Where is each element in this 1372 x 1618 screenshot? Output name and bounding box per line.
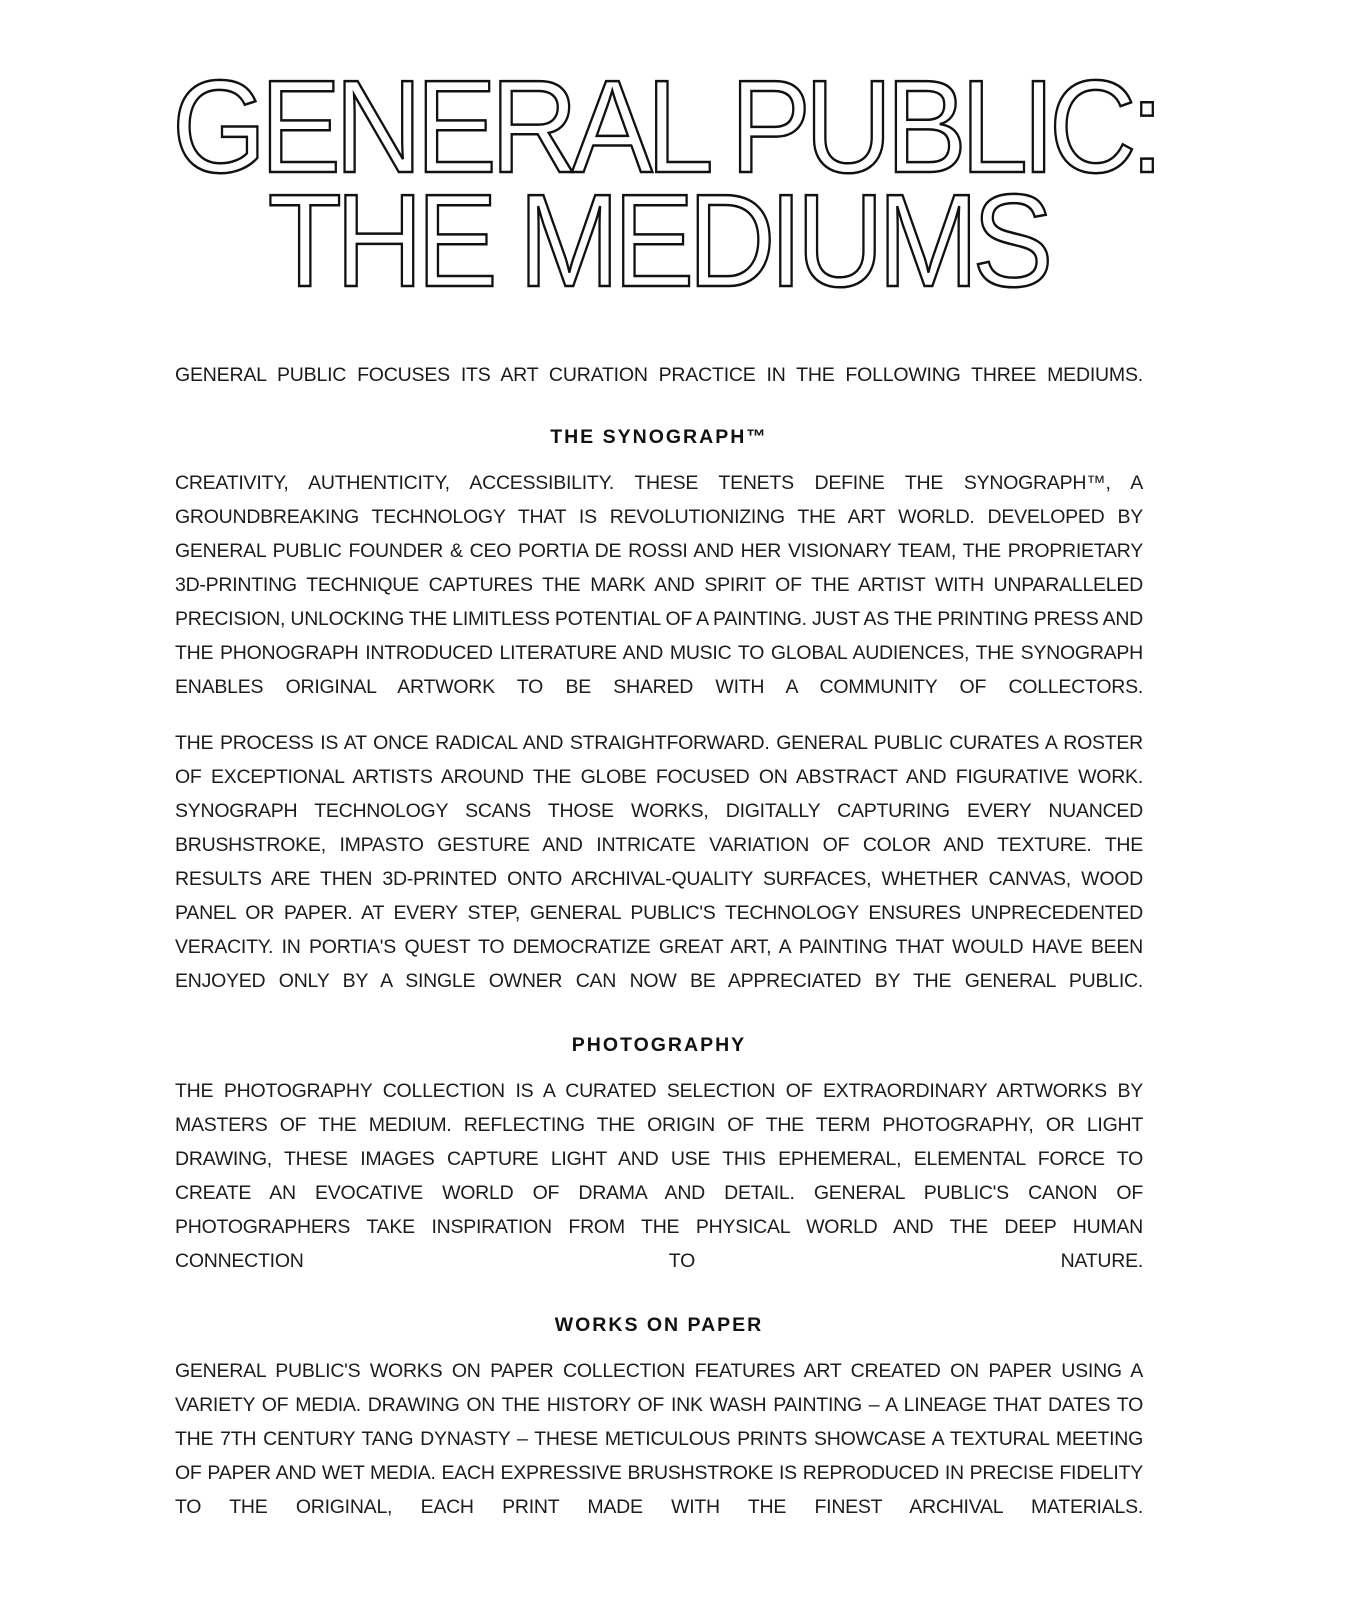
works-on-paper-paragraph: GENERAL PUBLIC'S WORKS ON PAPER COLLECTION FEATURES ART CREATED ON PAPER USING A VARIETY OF MEDIA. DRAWING ON THE HISTORY OF INK WASH PAINTING – A LINEAGE THAT DATES TO THE 7TH CENTURY TANG DYNASTY – THESE METICULOUS PRINTS SHOWCASE A TEXTURAL MEETING OF PAPER AND WET MEDIA. EACH EXPRESSIVE BRUSHSTROKE IS REPRODUCED IN PRECISE FIDELITY TO THE ORIGINAL, EACH PRINT MADE WITH THE FINEST ARCHIVAL MATERIALS.: [175, 1360, 1143, 1518]
article-body: [175, 360, 1143, 1558]
section-heading-photography: PHOTOGRAPHY: [571, 1034, 747, 1056]
section-heading-works-on-paper: WORKS ON PAPER: [554, 1314, 764, 1336]
synograph-paragraph-2: THE PROCESS IS AT ONCE RADICAL AND STRAIGHTFORWARD. GENERAL PUBLIC CURATES A ROSTER OF EXCEPTIONAL ARTISTS AROUND THE GLOBE FOCUSED ON ABSTRACT AND FIGURATIVE WORK. SYNOGRAPH TECHNOLOGY SCANS THOSE WORKS, DIGITALLY CAPTURING EVERY NUANCED BRUSHSTROKE, IMPASTO GESTURE AND INTRICATE VARIATION OF COLOR AND TEXTURE. THE RESULTS ARE THEN 3D-PRINTED ONTO ARCHIVAL-QUALITY SURFACES, WHETHER CANVAS, WOOD PANEL OR PAPER. AT EVERY STEP, GENERAL PUBLIC'S TECHNOLOGY ENSURES UNPRECEDENTED VERACITY. IN PORTIA'S QUEST TO DEMOCRATIZE GREAT ART, A PAINTING THAT WOULD HAVE BEEN ENJOYED ONLY BY A SINGLE OWNER CAN NOW BE APPRECIATED BY THE GENERAL PUBLIC.: [175, 732, 1143, 992]
page-title-line-1: GENERAL PUBLIC:: [172, 53, 1158, 200]
synograph-paragraph-1: CREATIVITY, AUTHENTICITY, ACCESSIBILITY. THESE TENETS DEFINE THE SYNOGRAPH™, A GROUNDBREAKING TECHNOLOGY THAT IS REVOLUTIONIZING THE ART WORLD. DEVELOPED BY GENERAL PUBLIC FOUNDER & CEO PORTIA DE ROSSI AND HER VISIONARY TEAM, THE PROPRIETARY 3D-PRINTING TECHNIQUE CAPTURES THE MARK AND SPIRIT OF THE ARTIST WITH UNPARALLELED PRECISION, UNLOCKING THE LIMITLESS POTENTIAL OF A PAINTING. JUST AS THE PRINTING PRESS AND THE PHONOGRAPH INTRODUCED LITERATURE AND MUSIC TO GLOBAL AUDIENCES, THE SYNOGRAPH ENABLES ORIGINAL ARTWORK TO BE SHARED WITH A COMMUNITY OF COLLECTORS.: [175, 472, 1143, 698]
section-synograph: [175, 424, 1143, 998]
section-heading-synograph: THE SYNOGRAPH™: [550, 426, 768, 448]
intro-paragraph: GENERAL PUBLIC FOCUSES ITS ART CURATION PRACTICE IN THE FOLLOWING THREE MEDIUMS.: [175, 364, 1143, 386]
section-photography: [175, 1032, 1143, 1278]
page-title: [172, 53, 1158, 314]
section-works-on-paper: [175, 1312, 1143, 1524]
photography-paragraph: THE PHOTOGRAPHY COLLECTION IS A CURATED SELECTION OF EXTRAORDINARY ARTWORKS BY MASTERS OF THE MEDIUM. REFLECTING THE ORIGIN OF THE TERM PHOTOGRAPHY, OR LIGHT DRAWING, THESE IMAGES CAPTURE LIGHT AND USE THIS EPHEMERAL, ELEMENTAL FORCE TO CREATE AN EVOCATIVE WORLD OF DRAMA AND DETAIL. GENERAL PUBLIC'S CANON OF PHOTOGRAPHERS TAKE INSPIRATION FROM THE PHYSICAL WORLD AND THE DEEP HUMAN CONNECTION TO NATURE.: [175, 1080, 1143, 1272]
page-title-line-2: THE MEDIUMS: [267, 167, 1047, 314]
